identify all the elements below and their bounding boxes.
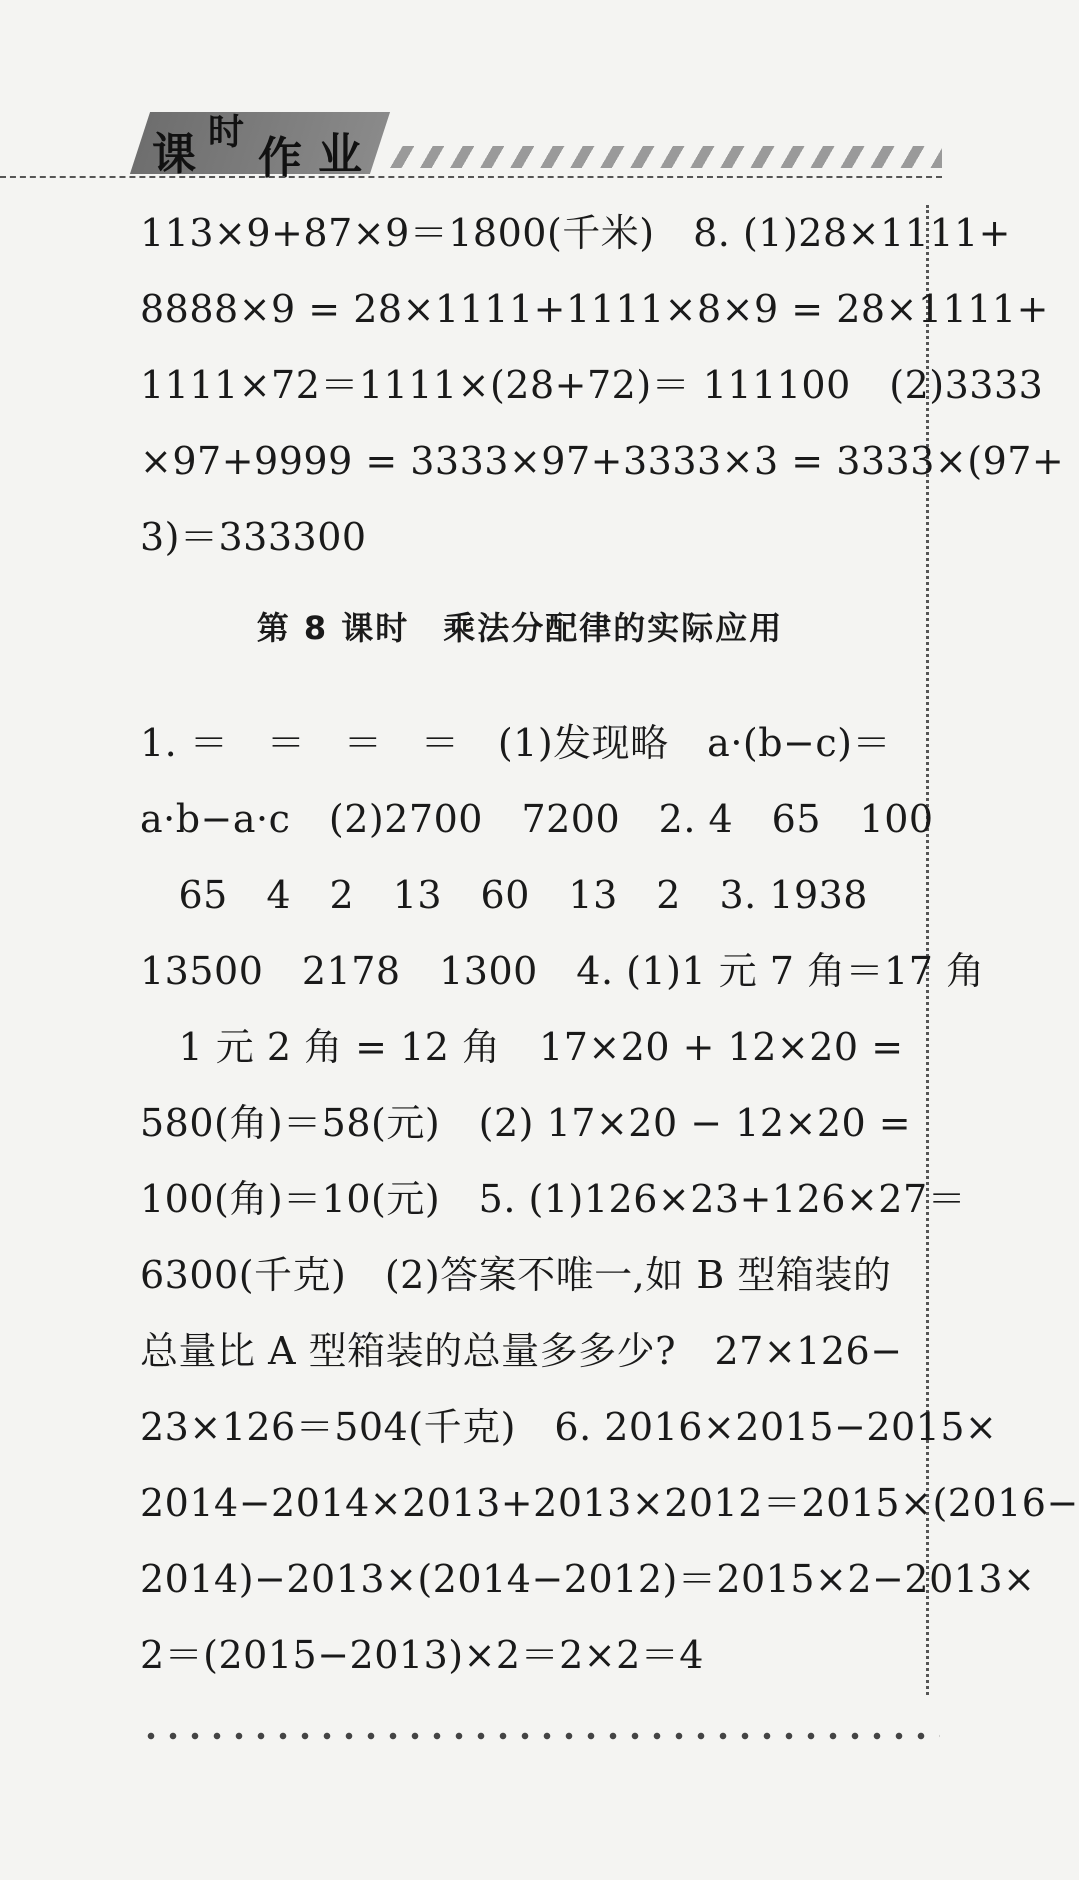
header-stripes (390, 146, 942, 168)
section-title: 第 8 课时 乘法分配律的实际应用 (256, 609, 784, 647)
text-line: 2014)−2013×(2014−2012)＝2015×2−2013× (140, 1557, 1036, 1601)
answer-content (140, 195, 1079, 1677)
text-line: 100(角)＝10(元) 5. (1)126×23+126×27＝ (140, 1177, 967, 1221)
header-char: 课 (152, 129, 196, 180)
text-line: a·b−a·c (2)2700 7200 2. 4 65 100 (140, 797, 934, 841)
header-char: 时 (208, 112, 245, 153)
text-line: 113×9+87×9＝1800(千米) 8. (1)28×1111+ (140, 211, 1012, 255)
text-line: 13500 2178 1300 4. (1)1 元 7 角＝17 角 (140, 949, 985, 993)
text-line: 6300(千克) (2)答案不唯一,如 B 型箱装的 (140, 1253, 892, 1297)
text-line: 1111×72＝1111×(28+72)＝ 111100 (2)3333 (140, 363, 1044, 407)
text-line: 580(角)＝58(元) (2) 17×20 − 12×20 = (140, 1101, 912, 1145)
header-char: 作 (258, 133, 302, 184)
text-line: 1 元 2 角 = 12 角 17×20 + 12×20 = (140, 1025, 904, 1069)
text-line: 总量比 A 型箱装的总量多多少? 27×126− (140, 1329, 903, 1373)
text-line: 8888×9 = 28×1111+1111×8×9 = 28×1111+ (140, 287, 1049, 331)
header-rule (0, 176, 942, 178)
answer-block-1 (140, 195, 1065, 575)
text-line: 1. ＝ ＝ ＝ ＝ (1)发现略 a·(b−c)＝ (140, 721, 891, 765)
text-line: 3)＝333300 (140, 515, 367, 559)
text-line: 23×126＝504(千克) 6. 2016×2015−2015× (140, 1405, 998, 1449)
answer-block-2 (140, 705, 1079, 1693)
footer-dotted-rule (140, 1730, 940, 1742)
text-line: 65 4 2 13 60 13 2 3. 1938 (140, 873, 868, 917)
header-char: 业 (318, 129, 362, 180)
text-line: ×97+9999 = 3333×97+3333×3 = 3333×(97+ (140, 439, 1065, 483)
text-line: 2014−2014×2013+2013×2012＝2015×(2016− (140, 1481, 1079, 1525)
text-line: 2＝(2015−2013)×2＝2×2＝4 (140, 1633, 704, 1677)
page-header (0, 0, 942, 184)
